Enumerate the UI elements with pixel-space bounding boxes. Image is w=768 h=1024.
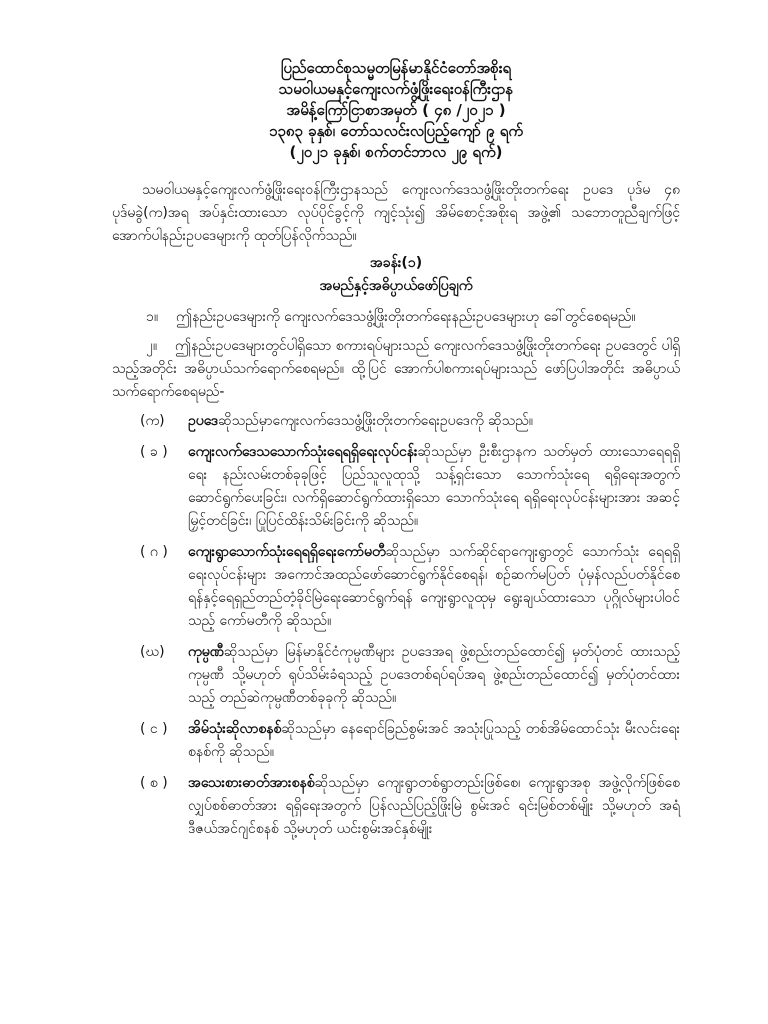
- definition-rest: ဆိုသည်မှာ သက်ဆိုင်ရာကျေးရွာတွင် သောက်သုံး ရေရရှိရေးလုပ်ငန်းများ အကောင်အထည်ဖော်ဆောင်ရွက်နိုင်စေရန်၊ စဉ်ဆက်မပြတ် ပုံမှန်လည်ပတ်နိုင်စေရန်နှင့်ရေရှည်တည်တံ့ခိုင်မြဲရေးဆောင်ရွက်ရန် ကျေးရွာလူထုမှ ရွေးချယ်ထားသော ပုဂ္ဂိုလ်များပါဝင်သည့် ကော်မတီကို ဆိုသည်။: [188, 544, 680, 629]
- gregorian-date: (၂၀၂၁ ခုနှစ်၊ စက်တင်ဘာလ ၂၉ ရက်): [289, 143, 503, 161]
- definition-rest: ဆိုသည်မှာ နေရောင်ခြည်စွမ်းအင် အသုံးပြုသည့် တစ်အိမ်ထောင်သုံး မီးလင်းရေးစနစ်ကို ဆိုသည်။: [188, 721, 680, 760]
- definition-mark: (ဃ): [140, 644, 165, 660]
- definition-item: [112, 410, 680, 433]
- definition-item: [112, 772, 680, 841]
- definition-item: [112, 641, 680, 710]
- myanmar-date: ၁၃၈၃ ခုနှစ်၊ တော်သလင်းလပြည့်ကျော် ၉ ရက်: [268, 122, 524, 140]
- definition-item: [112, 441, 680, 533]
- definition-rest: ဆိုသည်မှာ ကျေးရွာတစ်ရွာတည်းဖြစ်စေ၊ ကျေးရွာအစု အဖွဲ့လိုက်ဖြစ်စေ လျှပ်စစ်ဓာတ်အား ရရှိရေးအတွက် ပြန်လည်ပြည့်ဖြိုးမြဲ စွမ်းအင် ရင်းမြစ်တစ်မျိုး သို့မဟုတ် အရံဒီဇယ်အင်ဂျင်စနစ် သို့မဟုတ် ယင်းစွမ်းအင်နှစ်မျိုး: [188, 775, 680, 837]
- document-header: [112, 58, 680, 163]
- definition-text: [188, 772, 680, 841]
- definition-mark: ( င ): [140, 721, 168, 737]
- paragraph-1: [112, 306, 680, 329]
- definition-rest: ဆိုသည်မှာကျေးလက်ဒေသဖွံ့ဖြိုးတိုးတက်ရေးဥပဒေကို ဆိုသည်။: [218, 413, 533, 429]
- paragraph-text: ဤနည်းဥပဒေများတွင်ပါရှိသော စကားရပ်များသည် ကျေးလက်ဒေသဖွံ့ဖြိုးတိုးတက်ရေး ဥပဒေတွင် ပါရှိသည့်အတိုင်း အဓိပ္ပာယ်သက်ရောက်စေရမည်။ ထို့ပြင် အောက်ပါစကားရပ်များသည် ဖော်ပြပါအတိုင်း အဓိပ္ပာယ်သက်ရောက်စေရမည်-: [112, 338, 680, 400]
- paragraph-number: ၂။: [146, 338, 158, 354]
- definition-term: ဥပဒေ: [188, 413, 219, 429]
- definition-text: [188, 541, 680, 633]
- ministry-name: သမဝါယမနှင့်ကျေးလက်ဖွံ့ဖြိုးရေးဝန်ကြီးဌာန: [278, 80, 514, 98]
- definition-text: [188, 718, 680, 764]
- paragraph-text: ဤနည်းဥပဒေများကို ကျေးလက်ဒေသဖွံ့ဖြိုးတိုးတက်ရေးနည်းဥပဒေများဟု ခေါ်တွင်စေရမည်။: [175, 309, 636, 325]
- definition-term: ကျေးလက်ဒေသသောက်သုံးရေရရှိရေးလုပ်ငန်း: [188, 444, 418, 460]
- intro-paragraph: သမဝါယမနှင့်ကျေးလက်ဖွံ့ဖြိုးရေးဝန်ကြီးဌာနသည် ကျေးလက်ဒေသဖွံ့ဖြိုးတိုးတက်ရေး ဥပဒေ ပုဒ်မ ၄၈ ပုဒ်မခွဲ(က)အရ အပ်နှင်းထားသော လုပ်ပိုင်ခွင့်ကို ကျင့်သုံး၍ အိမ်စောင့်အစိုးရ အဖွဲ့၏ သဘောတူညီချက်ဖြင့် အောက်ပါနည်းဥပဒေများကို ထုတ်ပြန်လိုက်သည်။: [112, 182, 680, 244]
- definition-item: [112, 541, 680, 633]
- definition-text: [188, 441, 680, 533]
- chapter-label: အခန်း(၁): [369, 255, 423, 271]
- definition-text: [188, 410, 680, 433]
- definition-term: အသေးစားဓာတ်အားစနစ်: [188, 775, 315, 791]
- definition-mark: ( ဂ ): [140, 544, 168, 560]
- definition-term: ကုမ္ပဏီ: [188, 644, 224, 660]
- definition-mark: ( ခ ): [140, 444, 168, 460]
- definition-rest: ဆိုသည်မှာ မြန်မာနိုင်ငံကုမ္ပဏီများ ဥပဒေအရ ဖွဲ့စည်းတည်ထောင်၍ မှတ်ပုံတင် ထားသည့်ကုမ္ပဏီ သို့မဟုတ် ရုပ်သိမ်းခံရသည့် ဥပဒေတစ်ရပ်ရပ်အရ ဖွဲ့စည်းတည်ထောင်၍ မှတ်ပုံတင်ထားသည့် တည်ဆဲကုမ္ပဏီတစ်ခုခုကို ဆိုသည်။: [188, 644, 680, 706]
- paragraph-2: [112, 335, 680, 404]
- paragraph-number: ၁။: [146, 309, 159, 325]
- government-name: ပြည်ထောင်စုသမ္မတမြန်မာနိုင်ငံတော်အစိုးရ: [280, 59, 512, 77]
- notification-number: အမိန့်ကြော်ငြာစာအမှတ် ( ၄၈ /၂၀၂၁ ): [286, 101, 506, 119]
- definition-rest: ဆိုသည်မှာ ဦးစီးဌာနက သတ်မှတ် ထားသောရေရရှိရေး နည်းလမ်းတစ်ခုခုဖြင့် ပြည်သူလူထုသို့ သန့်ရှင်းသော သောက်သုံးရေ ရရှိရေးအတွက်ဆောင်ရွက်ပေးခြင်း၊ လက်ရှိဆောင်ရွက်ထားရှိသော သောက်သုံးရေ ရရှိရေးလုပ်ငန်းများအား အဆင့်မြှင့်တင်ခြင်း၊ ပြုပြင်ထိန်းသိမ်းခြင်းကို ဆိုသည်။: [188, 444, 680, 529]
- definition-mark: (က): [140, 413, 165, 429]
- definition-term: ကျေးရွာသောက်သုံးရေရရှိရေးကော်မတီ: [188, 544, 386, 560]
- definition-text: [188, 641, 680, 710]
- definition-item: [112, 718, 680, 764]
- chapter-title: အမည်နှင့်အဓိပ္ပာယ်ဖော်ပြချက်: [319, 278, 473, 294]
- definition-mark: ( စ ): [140, 775, 168, 791]
- definition-term: အိမ်သုံးဆိုလာစနစ်: [188, 721, 282, 737]
